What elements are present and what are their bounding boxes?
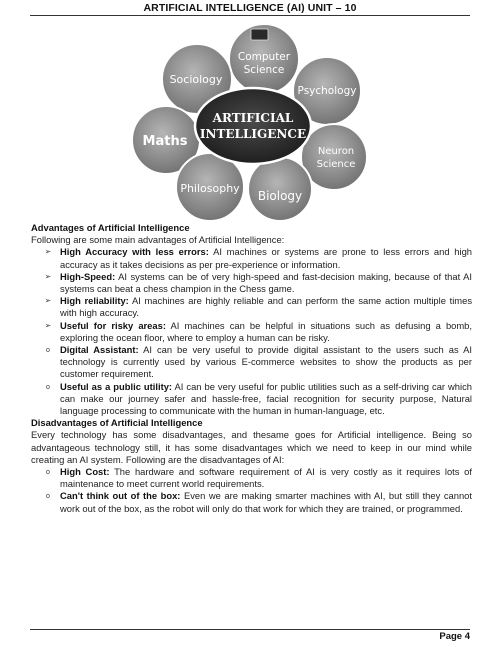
circle-bullet-icon: o [46, 383, 50, 391]
item-text: AI systems can be of very high-speed and fast-decision making, because of that AI systems can beat a chess champion in the Chess game. [60, 270, 472, 295]
advantages-list [31, 246, 472, 417]
item-term: Digital Assistant: [60, 344, 139, 356]
disadvantages-list [31, 466, 472, 515]
circle-bullet-icon: o [46, 469, 50, 477]
item-text: AI machines can be helpful in situations such as defusing a bomb, exploring the ocean floor, where to employ a human can be risky. [60, 319, 472, 343]
circle-bullet-icon: o [46, 347, 50, 355]
center-circle [195, 88, 311, 164]
item-text: AI can be very useful for public utilities such as a self-driving car which can make our journey safer and hassle-free, facial recognition for security purpose, Natural language processing to communicate with the human in human-language, etc. [60, 380, 473, 417]
arrow-bullet-icon: ➢ [44, 247, 52, 257]
item-term: Useful for risky areas: [60, 319, 166, 331]
item-term: High Accuracy with less errors: [60, 246, 209, 258]
arrow-bullet-icon: ➢ [44, 296, 52, 306]
petal-label-neuron-science: Science [316, 159, 356, 170]
list-item [31, 466, 472, 490]
list-item [31, 320, 472, 344]
item-text: AI can be very useful to provide digital assistant to the users such as AI technology is currently used by various E-commerce websites to show the products as per customer requirement. [60, 344, 472, 380]
petal-biology [248, 157, 312, 221]
item-term: High Cost: [60, 466, 110, 478]
petal-label-sociology: Sociology [169, 73, 223, 86]
footer-divider [30, 629, 470, 630]
computer-monitor-icon [251, 29, 268, 40]
item-term: High-Speed: [60, 270, 116, 282]
petal-label-biology: Biology [257, 189, 303, 203]
disadvantages-intro: Every technology has some disadvantages, and thesame goes for Artificial intelligence. Being so advantageous technology still, it has some disadvantages which we need to keep in our mind while creating an AI system. Following are the disadvantages of AI: [31, 429, 472, 465]
arrow-bullet-icon: ➢ [44, 271, 52, 281]
ai-disciplines-diagram [120, 17, 370, 222]
item-term: Can't think out of the box: [60, 490, 181, 502]
page-number: Page 4 [439, 631, 470, 642]
advantages-heading: Advantages of Artificial Intelligence [31, 222, 190, 233]
page-header: ARTIFICIAL INTELLIGENCE (AI) UNIT – 10 [143, 2, 357, 14]
item-term: High reliability: [60, 295, 129, 307]
center-title-line1: ARTIFICIAL [212, 111, 294, 125]
petal-label-neuron: Neuron [317, 146, 355, 157]
arrow-bullet-icon: ➢ [44, 320, 52, 330]
item-text: AI machines are highly reliable and can perform the same action multiple times with high accuracy. [60, 295, 473, 319]
item-term: Useful as a public utility: [60, 380, 173, 392]
item-text: AI machines or systems are prone to less errors and high accuracy as it takes decisions as per pre-experience or information. [60, 246, 472, 270]
petal-label-maths: Maths [142, 134, 188, 149]
list-item [31, 381, 472, 418]
circle-bullet-icon: o [46, 493, 50, 501]
header-divider [30, 15, 470, 16]
petal-label-philosophy: Philosophy [180, 182, 240, 195]
list-item [31, 295, 472, 319]
main-content [31, 222, 472, 515]
petal-label-psychology: Psychology [297, 85, 357, 97]
list-item [31, 490, 472, 514]
list-item [31, 246, 472, 270]
petal-label-computer: Computer [237, 51, 291, 63]
disadvantages-heading: Disadvantages of Artificial Intelligence [31, 417, 203, 429]
petal-label-science: Science [243, 64, 285, 76]
item-text: Even we are making smarter machines with AI, but still they cannot work out of the box, as the robot will only do that work for which they are trained, or programmed. [60, 490, 472, 514]
advantages-intro: Following are some main advantages of Artificial Intelligence: [31, 234, 285, 246]
petal-computer-science [229, 24, 299, 94]
item-text: The hardware and software requirement of AI is very costly as it requires lots of maintenance to meet current world requirements. [60, 466, 472, 490]
list-item [31, 344, 472, 381]
list-item [31, 271, 472, 295]
center-title-line2: INTELLIGENCE [199, 127, 307, 141]
